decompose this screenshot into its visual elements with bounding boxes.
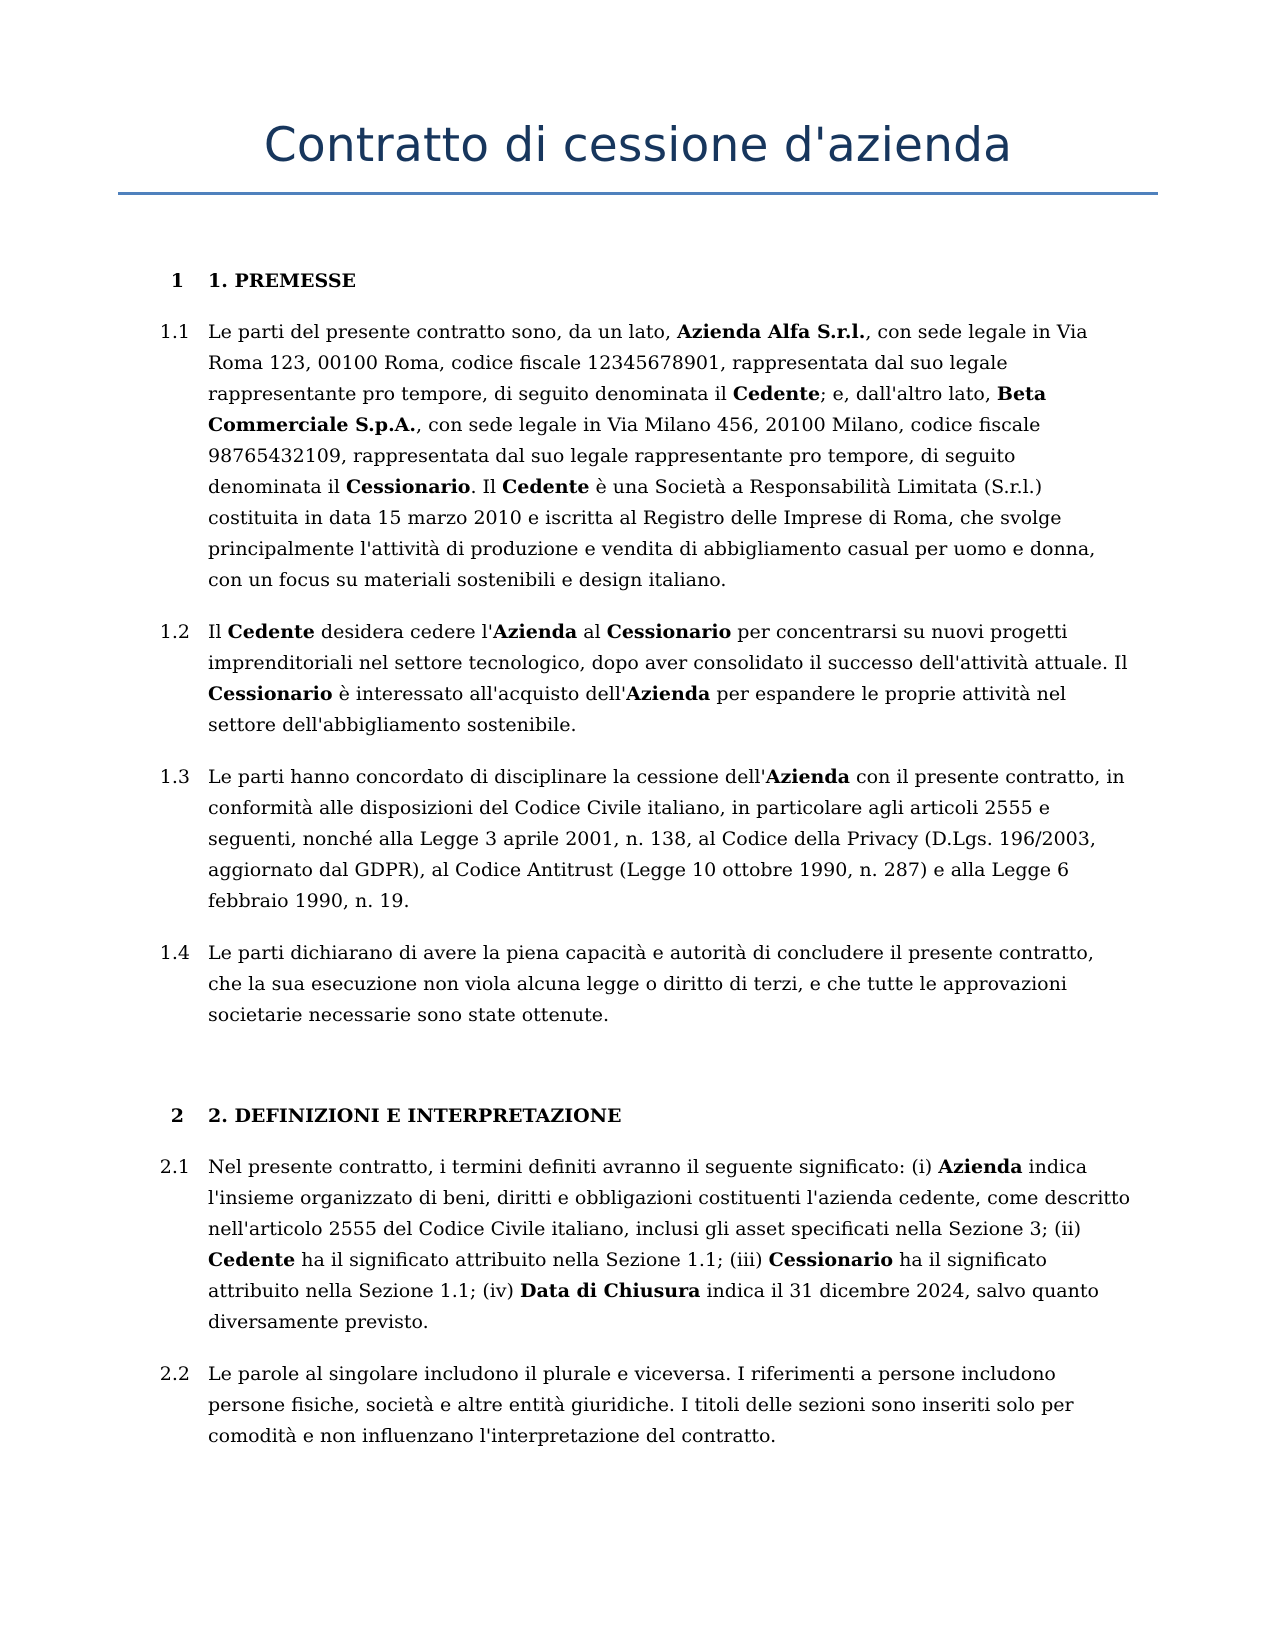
clause-text [208,617,1133,741]
section-definizioni [0,1101,1275,1452]
defined-term: Data di Chiusura [520,1280,701,1302]
clause-text-run: con il presente contratto, in conformità alle disposizioni del Codice Civile italiano, in particolare agli articoli 2555 e seguenti, nonché alla Legge 3 aprile 2001, n. 138, al Codice della Privacy (D.Lgs. 196/2003, aggiornato dal GDPR), al Codice Antitrust (Legge 10 ottobre 1990, n. 287) e alla Legge 6 febbraio 1990, n. 19. [208,766,1125,912]
section-title: 2. DEFINIZIONI E INTERPRETAZIONE [208,1105,622,1127]
clause-2-2 [0,1359,1275,1452]
section-title: 1. PREMESSE [208,270,357,292]
clause-text-run: per concentrarsi su nuovi progetti imprenditoriali nel settore tecnologico, dopo aver consolidato il successo dell'attività attuale. Il [208,621,1128,674]
section-premesse [0,266,1275,1031]
clause-1-2 [0,617,1275,741]
clause-text-run: è interessato all'acquisto dell' [332,683,627,705]
defined-term: Azienda Alfa S.r.l. [677,321,866,343]
defined-term: Cedente [732,383,821,405]
clause-text-run: indica l'insieme organizzato di beni, diritti e obbligazioni costituenti l'azienda cedente, come descritto nell'articolo 2555 del Codice Civile italiano, inclusi gli asset specificati nella Sezione 3; (ii) [208,1156,1131,1240]
clause-text-run: , con sede legale in Via Milano 456, 20100 Milano, codice fiscale 98765432109, rappresentata dal suo legale rappresentante pro tempore, di seguito denominata il [208,414,1041,498]
clause-text-run: ha il significato attribuito nella Sezione 1.1; (iv) [208,1249,1047,1302]
title-underline [118,192,1158,195]
defined-term: Azienda [765,766,850,788]
clause-text-run: Nel presente contratto, i termini definiti avranno il seguente significato: (i) [208,1156,939,1178]
clause-text [208,1359,1133,1452]
clause-text-run: Le parti hanno concordato di disciplinare la cessione dell' [208,766,766,788]
defined-term: Cessionario [345,476,471,498]
clause-text-run: desidera cedere l' [314,621,493,643]
section-heading [0,266,1275,296]
clause-text-run: è una Società a Responsabilità Limitata (S.r.l.) costituita in data 15 marzo 2010 e iscritta al Registro delle Imprese di Roma, che svolge principalmente l'attività di produzione e vendita di abbigliamento casual per uomo e donna, con un focus su materiali sostenibili e design italiano. [208,476,1096,591]
clause-number: 1.4 [159,942,190,964]
defined-term: Cessionario [208,683,333,705]
clause-text-run: al [577,621,607,643]
clause-text-run: per espandere le proprie attività nel settore dell'abbigliamento sostenibile. [208,683,1067,736]
clause-number: 1.2 [159,621,190,643]
clause-1-4 [0,938,1275,1031]
defined-term: Cessionario [606,621,732,643]
clause-text [208,1152,1133,1338]
defined-term: Cedente [208,1249,296,1271]
clause-text [208,938,1133,1031]
clause-text-run: Le parti del presente contratto sono, da un lato, [208,321,678,343]
defined-term: Cedente [502,476,590,498]
section-heading [0,1101,1275,1131]
defined-term: Beta Commerciale S.p.A. [208,383,1047,436]
section-number: 2 [170,1105,184,1127]
clause-list [0,1152,1275,1452]
clause-text-run: , con sede legale in Via Roma 123, 00100 Roma, codice fiscale 12345678901, rappresentata dal suo legale rappresentante pro tempore, di seguito denominata il [208,321,1088,405]
clause-number: 1.1 [159,321,190,343]
clause-number: 2.1 [159,1156,190,1178]
document-title: Contratto di cessione d'azienda [263,118,1013,173]
clause-1-3 [0,762,1275,917]
clause-text-run: ha il significato attribuito nella Sezione 1.1; (iii) [295,1249,769,1271]
clause-text [208,762,1133,917]
defined-term: Azienda [938,1156,1023,1178]
clause-1-1 [0,317,1275,596]
defined-term: Cessionario [768,1249,894,1271]
clause-2-1 [0,1152,1275,1338]
clause-text-run: Il [208,621,228,643]
clause-number: 2.2 [159,1363,190,1385]
defined-term: Azienda [626,683,711,705]
clause-number: 1.3 [159,766,190,788]
clause-text-run: ; e, dall'altro lato, [820,383,997,405]
clause-list [0,317,1275,1031]
defined-term: Cedente [227,621,315,643]
clause-text-run: . Il [470,476,503,498]
section-number: 1 [170,270,184,292]
defined-term: Azienda [492,621,578,643]
clause-text-run: Le parti dichiarano di avere la piena capacità e autorità di concludere il presente contratto, che la sua esecuzione non viola alcuna legge o diritto di terzi, e che tutte le approvazioni societarie necessarie sono state ottenute. [208,942,1094,1026]
clause-text [208,317,1133,596]
clause-text-run: Le parole al singolare includono il plurale e viceversa. I riferimenti a persone includono persone fisiche, società e altre entità giuridiche. I titoli delle sezioni sono inseriti solo per comodità e non influenzano l'interpretazione del contratto. [208,1363,1074,1447]
clause-text-run: indica il 31 dicembre 2024, salvo quanto diversamente previsto. [208,1280,1099,1333]
